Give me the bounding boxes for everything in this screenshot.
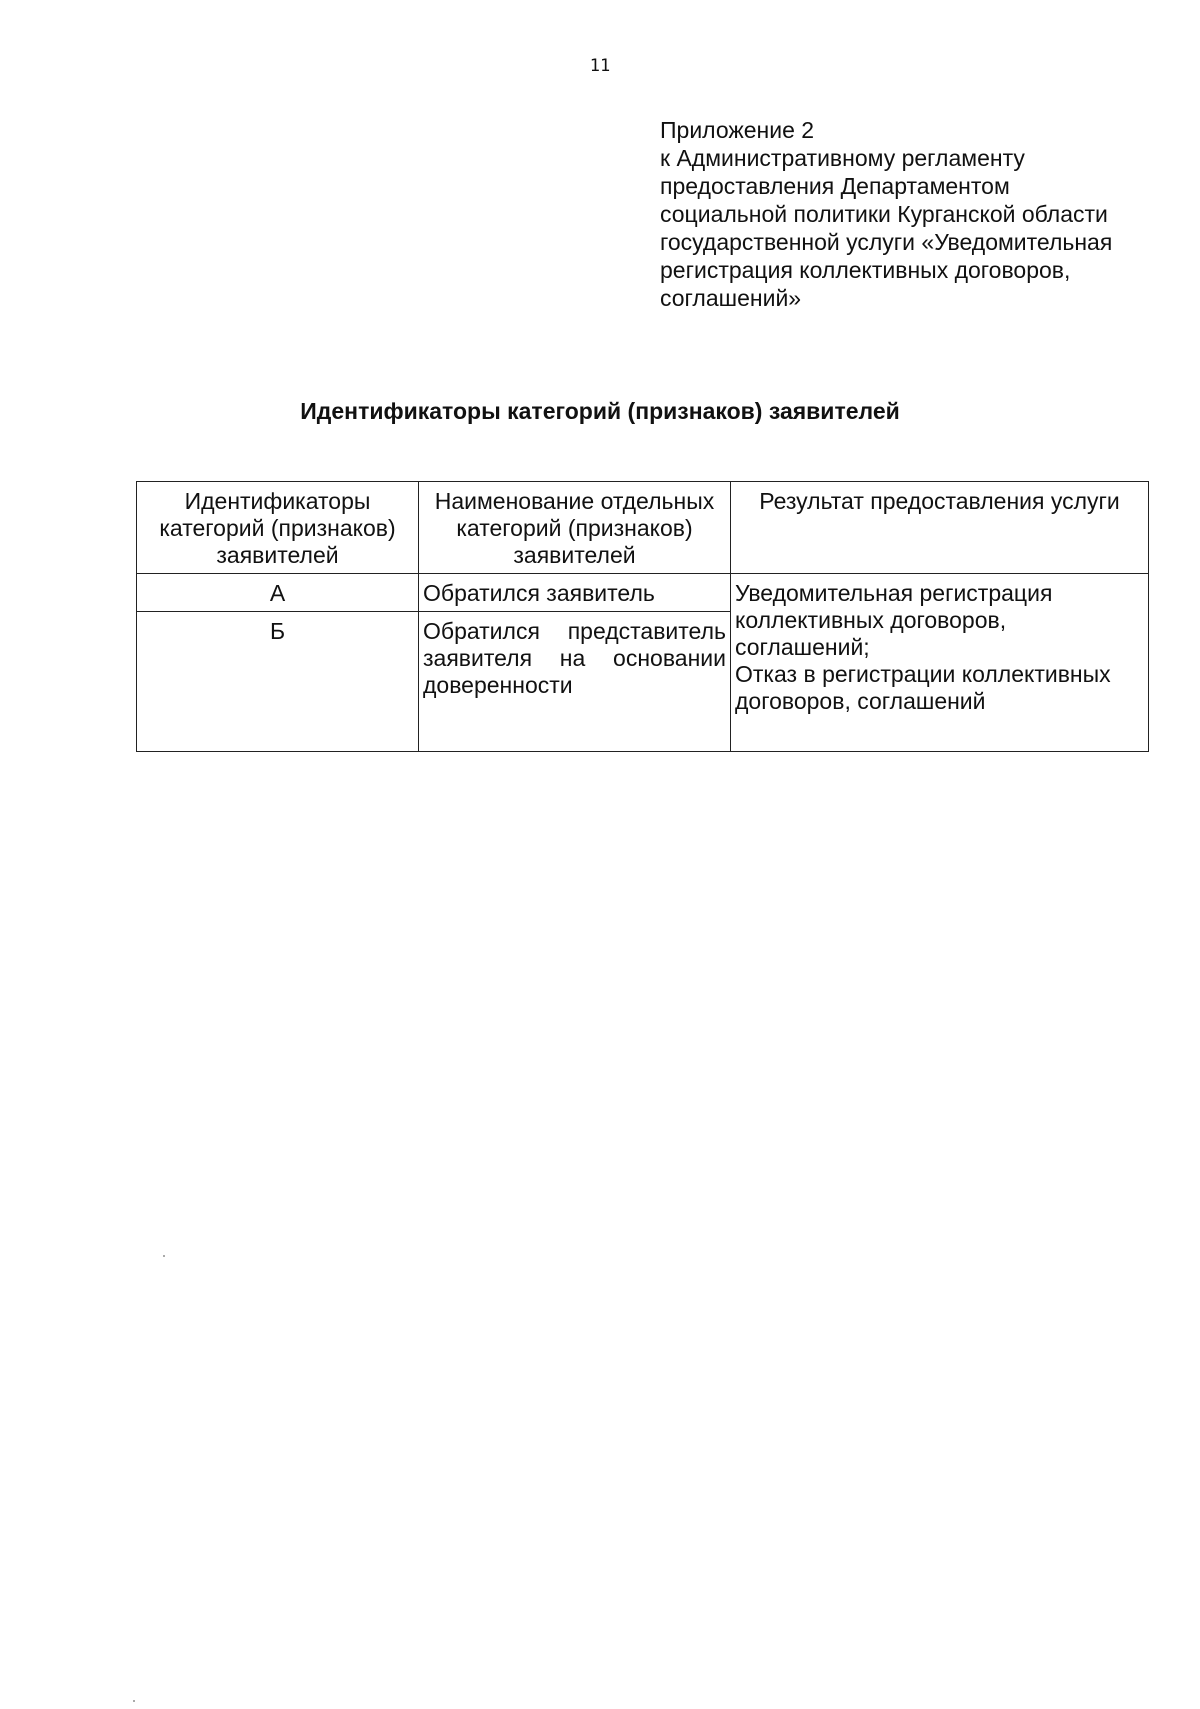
applicant-categories-table [136, 481, 1149, 752]
category-name: Обратился заявитель [419, 574, 731, 612]
service-result-line: Отказ в регистрации коллективных договоров, соглашений [735, 661, 1111, 714]
header-service-result: Результат предоставления услуги [731, 482, 1149, 574]
category-id: Б [137, 612, 419, 752]
category-name: Обратился представитель заявителя на основании доверенности [419, 612, 731, 752]
appendix-line: к Административному регламенту [660, 145, 1025, 171]
document-title: Идентификаторы категорий (признаков) заявителей [300, 398, 900, 424]
service-result-line: Уведомительная регистрация коллективных договоров, соглашений; [735, 580, 1053, 660]
appendix-line: государственной услуги «Уведомительная [660, 229, 1113, 255]
scan-speck [163, 1255, 165, 1257]
appendix-line: регистрация коллективных договоров, [660, 257, 1071, 283]
appendix-line: Приложение 2 [660, 117, 815, 143]
scan-speck [133, 1700, 135, 1702]
table-row [137, 574, 1149, 612]
page-number: 11 [589, 56, 611, 76]
appendix-line: социальной политики Курганской области [660, 201, 1108, 227]
appendix-note [660, 116, 1180, 312]
header-category-names: Наименование отдельных категорий (признаков) заявителей [419, 482, 731, 574]
appendix-line: предоставления Департаментом [660, 173, 1010, 199]
service-result-cell [731, 574, 1149, 752]
category-id: А [137, 574, 419, 612]
header-identifiers: Идентификаторы категорий (признаков) заявителей [137, 482, 419, 574]
appendix-line: соглашений» [660, 285, 802, 311]
table-header-row [137, 482, 1149, 574]
